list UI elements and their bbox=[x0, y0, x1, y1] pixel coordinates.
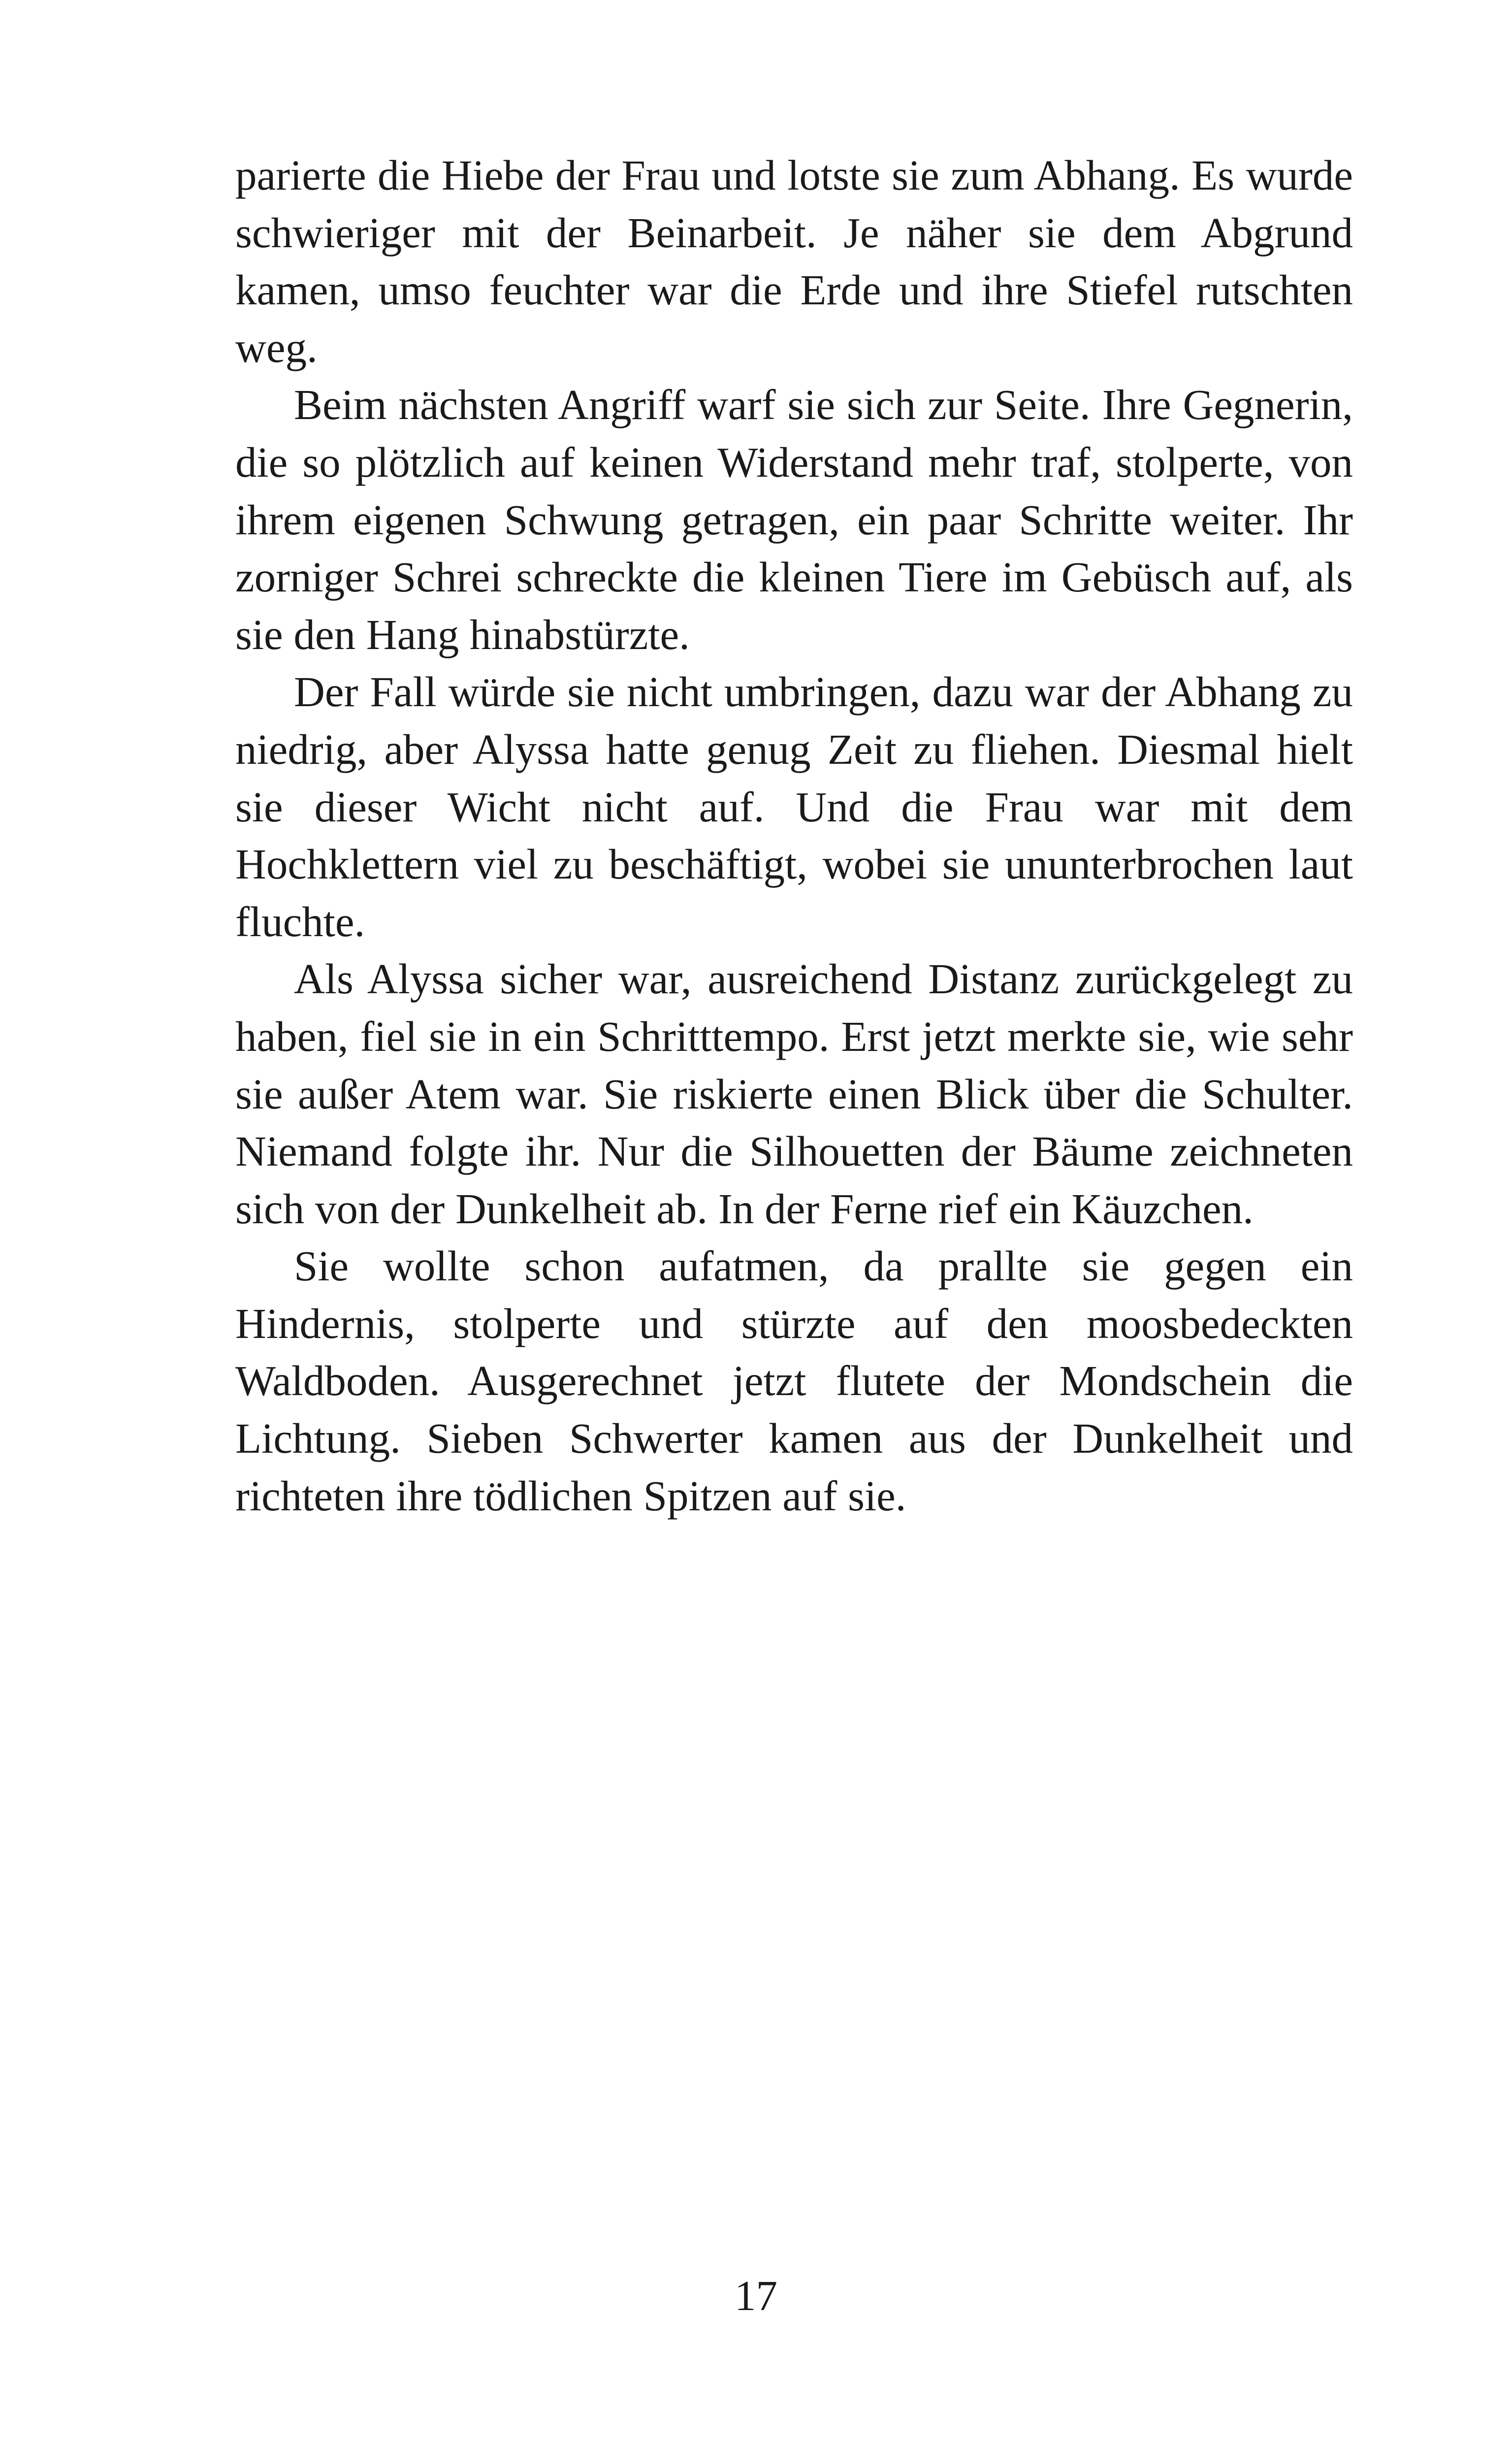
paragraph-1: parierte die Hiebe der Frau und lotste sie zum Abhang. Es wurde schwieriger mit der Beinarbeit. Je näher sie dem Abgrund kamen, umso feuchter war die Erde und ihre Stiefel rutschten weg. bbox=[235, 151, 1353, 371]
body-text bbox=[235, 147, 1353, 1525]
paragraph-3: Der Fall würde sie nicht umbringen, dazu war der Abhang zu niedrig, aber Alyssa hatte genug Zeit zu fliehen. Diesmal hielt sie dieser Wicht nicht auf. Und die Frau war mit dem Hochklettern viel zu beschäftigt, wobei sie ununterbrochen laut fluchte. bbox=[235, 668, 1353, 945]
paragraph-5: Sie wollte schon aufatmen, da prallte sie gegen ein Hindernis, stolperte und stürzte auf den moosbedeckten Waldboden. Ausgerechnet jetzt flutete der Mondschein die Lichtung. Sieben Schwerter kamen aus der Dunkelheit und richteten ihre tödlichen Spitzen auf sie. bbox=[235, 1242, 1353, 1520]
paragraph-2: Beim nächsten Angriff warf sie sich zur Seite. Ihre Gegnerin, die so plötzlich auf keinen Widerstand mehr traf, stolperte, von ihrem eigenen Schwung getragen, ein paar Schritte weiter. Ihr zorniger Schrei schreckte die kleinen Tiere im Gebüsch auf, als sie den Hang hinabstürzte. bbox=[235, 381, 1353, 658]
page-number: 17 bbox=[735, 2272, 777, 2319]
paragraph-4: Als Alyssa sicher war, ausreichend Distanz zurückgelegt zu haben, fiel sie in ein Schritttempo. Erst jetzt merkte sie, wie sehr sie außer Atem war. Sie riskierte einen Blick über die Schulter. Niemand folgte ihr. Nur die Silhouetten der Bäume zeichneten sich von der Dunkelheit ab. In der Ferne rief ein Käuzchen. bbox=[235, 955, 1353, 1233]
